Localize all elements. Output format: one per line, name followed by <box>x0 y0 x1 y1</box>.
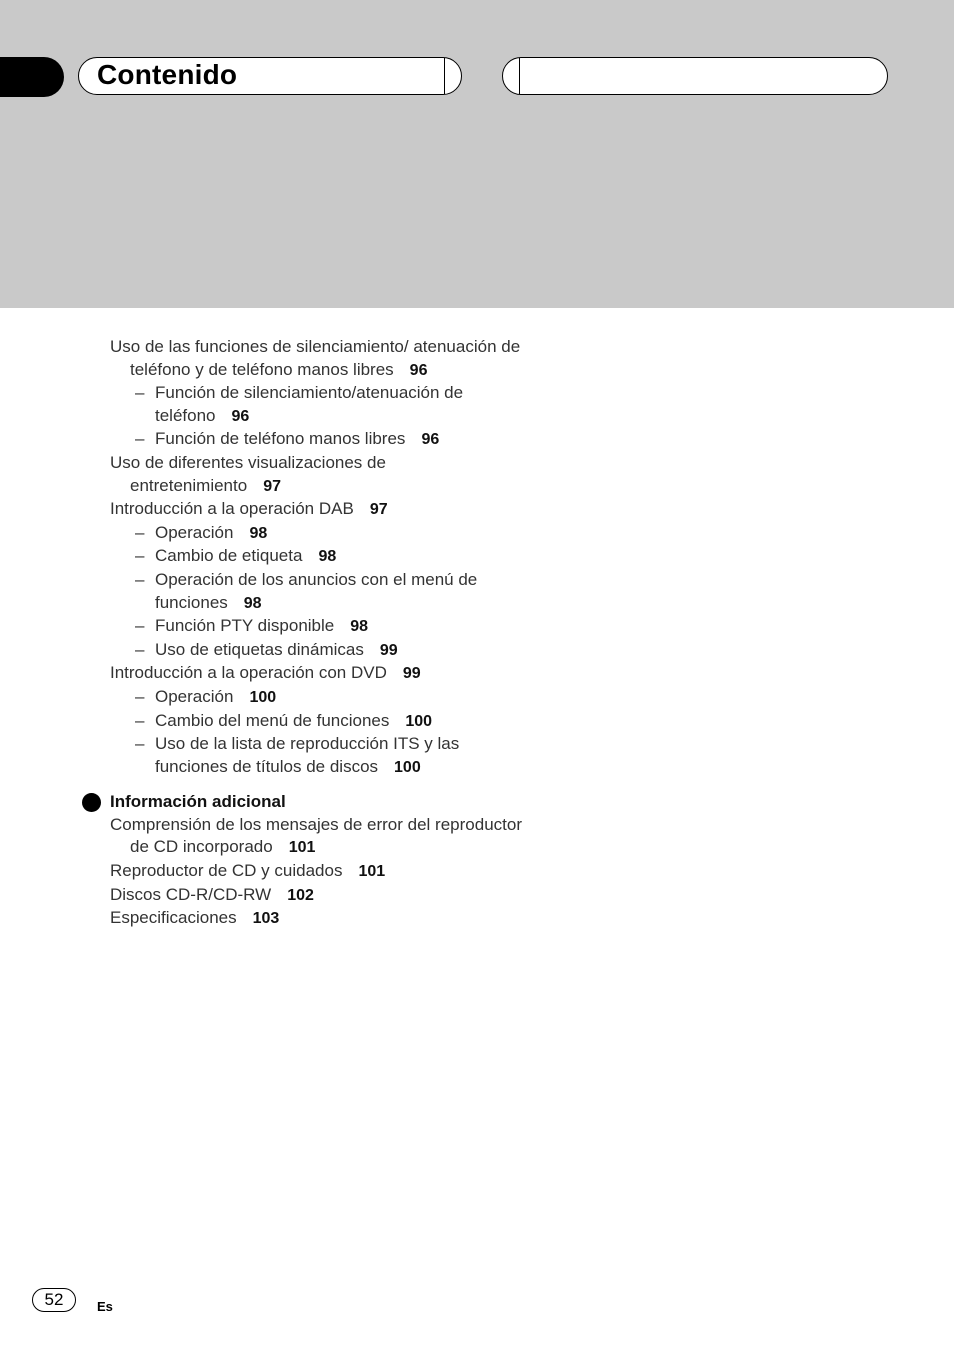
table-of-contents <box>110 336 530 931</box>
toc-page-number: 99 <box>379 641 398 659</box>
toc-entry-text: Especificaciones <box>110 908 237 928</box>
section-heading[interactable] <box>110 791 530 814</box>
toc-page-number: 102 <box>287 886 314 904</box>
dash-marker: – <box>135 569 145 589</box>
bullet-icon <box>82 793 101 812</box>
toc-entry[interactable] <box>110 814 530 860</box>
toc-entry-text: Uso de las funciones de silenciamiento/ atenuación de teléfono y de teléfono manos libres <box>110 337 521 379</box>
toc-subentry[interactable] <box>110 522 530 546</box>
toc-entry-text: Uso de etiquetas dinámicas <box>155 639 364 659</box>
right-box-divider <box>519 58 520 94</box>
toc-page-number: 98 <box>243 594 262 612</box>
header-band <box>0 0 954 308</box>
language-code: Es <box>97 1299 113 1314</box>
toc-subentry[interactable] <box>110 428 530 452</box>
toc-page-number: 97 <box>369 501 388 519</box>
toc-entry-text: Cambio de etiqueta <box>155 546 303 566</box>
toc-page-number: 98 <box>350 618 369 636</box>
toc-subentry[interactable] <box>110 615 530 639</box>
dash-marker: – <box>135 383 145 403</box>
dash-marker: – <box>135 686 145 706</box>
dash-marker: – <box>135 710 145 730</box>
toc-page-number: 100 <box>405 712 433 730</box>
page-title: Contenido <box>97 59 238 90</box>
toc-page-number: 98 <box>318 548 337 566</box>
toc-subentry[interactable] <box>110 545 530 569</box>
toc-entry-text: Discos CD-R/CD-RW <box>110 884 272 904</box>
dash-marker: – <box>135 639 145 659</box>
dash-marker: – <box>135 522 145 542</box>
toc-entry-text: Función PTY disponible <box>155 616 335 636</box>
toc-entry-text: Operación de los anuncios con el menú de funciones <box>155 569 478 612</box>
toc-entry-text: Uso de diferentes visualizaciones de entretenimiento <box>110 452 386 495</box>
toc-subentry[interactable] <box>110 639 530 663</box>
toc-entry-text: Operación <box>155 686 234 706</box>
toc-entry[interactable] <box>110 452 530 498</box>
toc-entry-text: Uso de la lista de reproducción ITS y las funciones de títulos de discos <box>155 734 460 776</box>
toc-subentry[interactable] <box>110 710 530 734</box>
toc-entry-text: Introducción a la operación DAB <box>110 499 354 519</box>
section-heading-label: Información adicional <box>110 792 286 812</box>
toc-entry[interactable] <box>110 336 530 382</box>
toc-page-number: 96 <box>231 407 250 425</box>
toc-entry-text: Operación <box>155 522 234 542</box>
toc-entry[interactable] <box>110 662 530 686</box>
toc-page-number: 103 <box>252 910 280 928</box>
toc-entry[interactable] <box>110 907 530 931</box>
dash-marker: – <box>135 734 145 754</box>
toc-entry[interactable] <box>110 860 530 884</box>
toc-page-number: 97 <box>263 477 281 495</box>
toc-page-number: 101 <box>358 863 386 881</box>
right-header-box <box>502 57 888 95</box>
dash-marker: – <box>135 616 145 636</box>
toc-entry-text: Cambio del menú de funciones <box>155 710 390 730</box>
toc-entry-text: Función de silenciamiento/atenuación de teléfono <box>155 383 464 425</box>
section-tab-marker <box>0 57 64 97</box>
toc-entry-text: Comprensión de los mensajes de error del reproductor de CD incorporado <box>110 814 522 857</box>
toc-entry-text: Introducción a la operación con DVD <box>110 663 387 683</box>
toc-entry[interactable] <box>110 498 530 522</box>
dash-marker: – <box>135 546 145 566</box>
toc-page-number: 101 <box>288 839 316 857</box>
title-box <box>78 57 462 95</box>
toc-subentry[interactable] <box>110 382 530 428</box>
toc-entry-text: Reproductor de CD y cuidados <box>110 861 343 881</box>
toc-page-number: 96 <box>421 431 440 449</box>
page-number: 52 <box>32 1288 76 1312</box>
toc-group-1 <box>110 336 530 779</box>
toc-page-number: 99 <box>402 665 421 683</box>
toc-subentry[interactable] <box>110 686 530 710</box>
toc-entry[interactable] <box>110 884 530 908</box>
toc-group-2 <box>110 814 530 931</box>
toc-subentry[interactable] <box>110 733 530 779</box>
toc-page-number: 100 <box>394 758 421 776</box>
toc-subentry[interactable] <box>110 569 530 615</box>
toc-page-number: 96 <box>409 361 428 379</box>
toc-page-number: 100 <box>249 688 277 706</box>
title-box-divider <box>444 58 445 94</box>
dash-marker: – <box>135 429 145 449</box>
toc-page-number: 98 <box>249 524 268 542</box>
toc-entry-text: Función de teléfono manos libres <box>155 429 406 449</box>
